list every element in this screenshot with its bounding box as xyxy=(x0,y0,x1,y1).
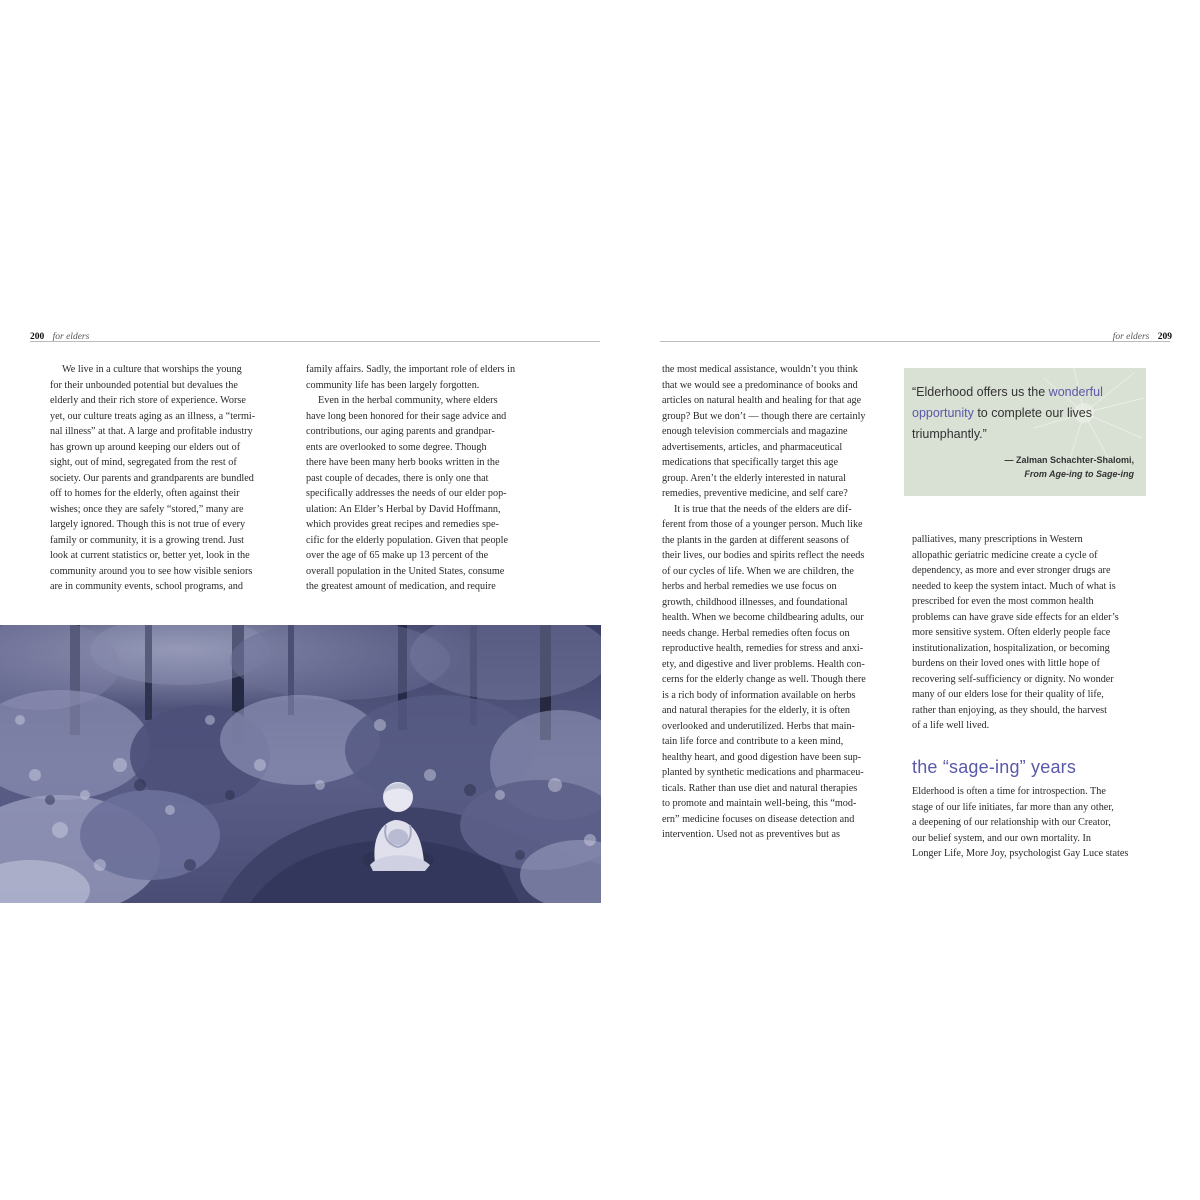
left-header-rule xyxy=(30,341,600,342)
body-line: growth, childhood illnesses, and foundational xyxy=(662,596,848,608)
body-line: allopathic geriatric medicine create a cycle of xyxy=(912,549,1098,561)
body-line: enough television commercials and magazine xyxy=(662,426,848,437)
body-line: prescribed for even the most common health xyxy=(912,596,1094,607)
body-line: Longer Life, More Joy, psychologist Gay Luce states xyxy=(912,848,1129,859)
quote-line-3: triumphantly.” xyxy=(912,427,987,441)
body-line: the plants in the garden at different seasons of xyxy=(662,534,850,546)
body-line: needed to keep the system intact. Much of what is xyxy=(912,580,1116,592)
body-line: largely ignored. Though this is not true of every xyxy=(50,519,246,530)
body-line: many of our elders lose for their quality of life, xyxy=(912,689,1104,700)
body-line: is a rich body of information available on herbs xyxy=(662,689,856,701)
quote-source xyxy=(1004,467,1134,481)
body-line: dependency, as more and ever stronger drugs are xyxy=(912,565,1111,576)
body-line: planted by synthetic medications and pharmaceu- xyxy=(662,767,864,778)
body-line: more sensitive system. Often elderly people face xyxy=(912,627,1111,638)
body-line: cerns for the elderly change as well. Though there xyxy=(662,674,866,685)
quote-line-1 xyxy=(912,382,1144,403)
body-line: yet, our culture treats aging as an illness, a “termi- xyxy=(50,410,256,422)
body-line: advertisements, articles, and pharmaceutical xyxy=(662,441,843,453)
body-line: recovering self-sufficiency or dignity. No wonder xyxy=(912,673,1114,685)
quote-author: — Zalman Schachter-Shalomi, xyxy=(1004,455,1134,465)
quote-text-part: to complete our lives xyxy=(973,406,1092,420)
left-column-2 xyxy=(306,362,546,595)
right-column-2-continued xyxy=(912,784,1152,862)
body-line: of our cycles of life. When we are children, the xyxy=(662,565,854,577)
body-line: have long been honored for their sage advice and xyxy=(306,410,507,422)
body-line: cific for the elderly population. Given that people xyxy=(306,534,508,546)
body-line: society. Our parents and grandparents are bundled xyxy=(50,472,254,484)
body-line: group? But we don’t — though there are certainly xyxy=(662,410,866,422)
garden-photo-graphic xyxy=(0,625,601,903)
body-line: contributions, our aging parents and grandpar- xyxy=(306,426,495,437)
left-page-number: 200 xyxy=(30,332,45,342)
body-line: sight, out of mind, segregated from the rest of xyxy=(50,457,237,468)
body-line: herbs and herbal remedies we use focus on xyxy=(662,581,837,592)
body-line: problems can have grave side effects for an elder’s xyxy=(912,611,1119,623)
body-line: stage of our life initiates, far more than any other, xyxy=(912,801,1114,813)
body-line: healthy heart, and good digestion have been sup- xyxy=(662,751,862,763)
quote-text-part: “Elderhood offers us the xyxy=(912,385,1049,399)
body-line: our belief system, and our own mortality. In xyxy=(912,832,1091,844)
body-line: medications that specifically target this age xyxy=(662,457,839,468)
body-line: which provides great recipes and remedies spe- xyxy=(306,519,499,530)
body-line: tain life force and contribute to a keen mind, xyxy=(662,736,844,747)
body-line: and natural therapies for the elderly, it is often xyxy=(662,705,851,716)
right-column-2 xyxy=(912,532,1152,734)
body-line: needs change. Herbal remedies often focus on xyxy=(662,627,850,639)
body-line: ents are overlooked to some degree. Though xyxy=(306,441,487,453)
body-line: the most medical assistance, wouldn’t you think xyxy=(662,364,858,375)
body-line: their lives, our bodies and spirits reflect the needs xyxy=(662,550,865,561)
pull-quote-box xyxy=(904,368,1146,496)
body-line: community around you to see how visible seniors xyxy=(50,565,253,577)
body-line: there have been many herb books written in the xyxy=(306,457,500,468)
body-line: has grown up around keeping our elders out of xyxy=(50,441,241,453)
body-line: ticals. Rather than use diet and natural therapies xyxy=(662,782,858,794)
body-line: that we would see a predominance of books and xyxy=(662,379,858,391)
body-line: ulation: An Elder’s Herbal by David Hoffmann, xyxy=(306,503,501,515)
garden-statue-photo xyxy=(0,625,601,903)
quote-highlight: opportunity xyxy=(912,406,974,420)
left-column-1 xyxy=(50,362,290,595)
quote-line-2 xyxy=(912,403,1144,424)
body-line: overall population in the United States, consume xyxy=(306,565,505,577)
body-line: It is true that the needs of the elders are dif- xyxy=(674,503,852,515)
body-line: rather than enjoying, as they should, the harvest xyxy=(912,704,1107,716)
body-line: Even in the herbal community, where elders xyxy=(318,395,498,406)
body-line: burdens on their loved ones with little hope of xyxy=(912,658,1100,669)
body-line: health. When we become childbearing adults, our xyxy=(662,612,864,623)
body-line: nal illness” at that. A large and profitable industry xyxy=(50,426,253,437)
quote-source-title: From Age-ing to Sage-ing xyxy=(1024,469,1134,479)
body-line: to promote and maintain well-being, this “mod- xyxy=(662,798,857,809)
body-line: We live in a culture that worships the young xyxy=(62,364,242,375)
body-line: the greatest amount of medication, and require xyxy=(306,581,496,592)
body-line: wishes; once they are safely “stored,” many are xyxy=(50,503,244,515)
body-line: Elderhood is often a time for introspection. The xyxy=(912,786,1106,797)
pull-quote-text xyxy=(912,382,1144,445)
body-line: for their unbounded potential but devalues the xyxy=(50,379,238,391)
body-line: overlooked and underutilized. Herbs that main- xyxy=(662,720,855,732)
right-header-rule xyxy=(660,341,1170,342)
section-subheading: the “sage-ing” years xyxy=(912,757,1077,777)
body-line: ern” medicine focuses on disease detection and xyxy=(662,813,855,825)
body-line: family or community, it is a growing trend. Just xyxy=(50,534,245,546)
body-line: ferent from those of a younger person. Much like xyxy=(662,519,863,530)
body-line: specifically addresses the needs of our elder pop- xyxy=(306,488,507,499)
body-line: of a life well lived. xyxy=(912,720,990,731)
body-line: palliatives, many prescriptions in Western xyxy=(912,534,1083,545)
body-line: reproductive health, remedies for stress and anxi- xyxy=(662,643,864,654)
body-line: articles on natural health and healing for that age xyxy=(662,395,862,406)
body-line: intervention. Used not as preventives but as xyxy=(662,829,840,840)
body-line: family affairs. Sadly, the important role of elders in xyxy=(306,364,516,375)
right-page-number: 209 xyxy=(1157,332,1172,342)
body-line: remedies, preventive medicine, and self care? xyxy=(662,488,848,499)
body-line: are in community events, school programs, and xyxy=(50,581,243,592)
right-running-head-title: for elders xyxy=(1112,332,1150,342)
body-line: past couple of decades, there is only one that xyxy=(306,472,489,484)
right-column-1 xyxy=(662,362,902,843)
body-line: off to homes for the elderly, often against their xyxy=(50,488,240,499)
body-line: a deepening of our relationship with our Creator, xyxy=(912,817,1111,828)
body-line: institutionalization, hospitalization, or becoming xyxy=(912,642,1110,654)
body-line: over the age of 65 make up 13 percent of the xyxy=(306,550,489,561)
quote-attribution xyxy=(1004,453,1134,481)
body-line: elderly and their rich store of experience. Worse xyxy=(50,395,246,406)
left-running-head-title: for elders xyxy=(52,332,90,342)
quote-highlight: wonderful xyxy=(1048,385,1103,399)
body-line: look at current statistics or, better yet, look in the xyxy=(50,550,250,561)
body-line: community life has been largely forgotten. xyxy=(306,379,480,391)
body-line: group. Aren’t the elderly interested in natural xyxy=(662,472,846,484)
body-line: ety, and digestive and liver problems. Health con- xyxy=(662,658,865,670)
